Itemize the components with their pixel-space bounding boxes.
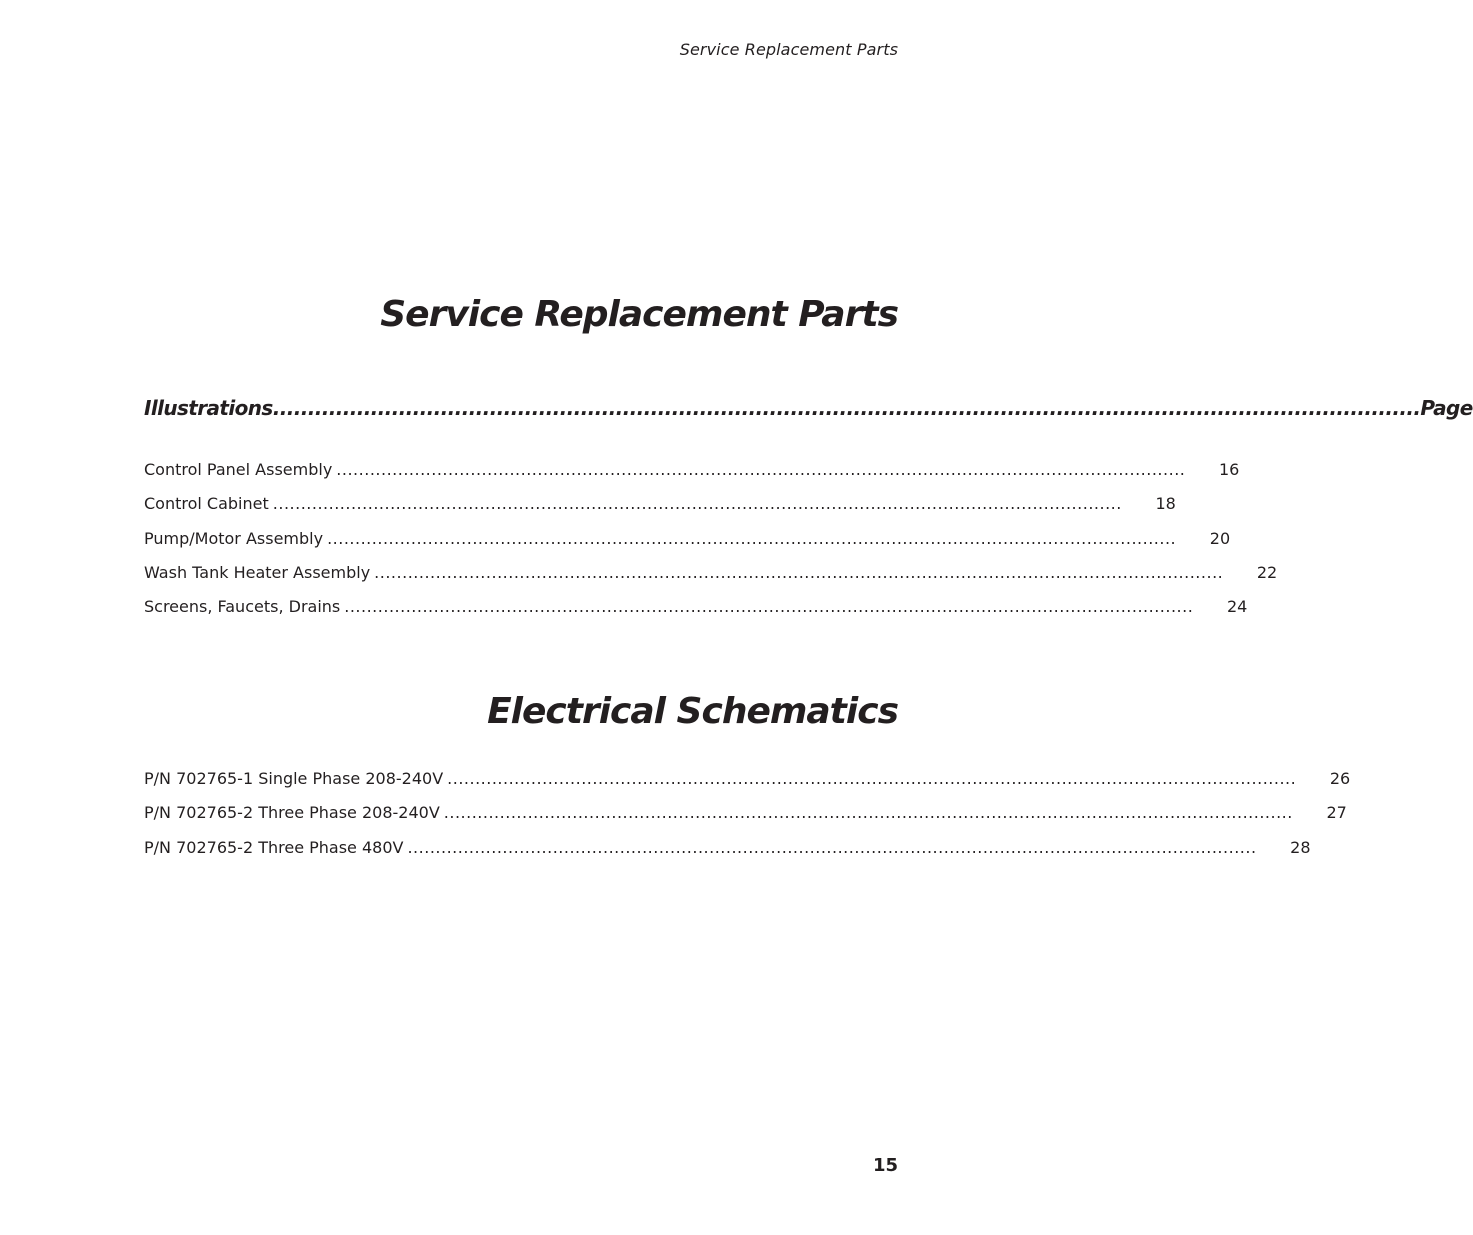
toc-entry-label: Wash Tank Heater Assembly <box>144 562 371 582</box>
toc-entry-label: P/N 702765-2 Three Phase 208-240V <box>144 803 440 823</box>
toc-list-illustrations <box>144 460 1278 631</box>
toc-entry[interactable] <box>144 803 1347 837</box>
toc-entry-label: Control Panel Assembly <box>144 460 333 479</box>
running-header: Service Replacement Parts <box>679 40 898 59</box>
toc-entry-label: Screens, Faucets, Drains <box>144 597 341 617</box>
column-label-page: Page <box>1420 396 1473 420</box>
toc-entry-page: 27 <box>1326 803 1347 823</box>
toc-entry-page: 28 <box>1290 837 1311 857</box>
section-title-service-parts: Service Replacement Parts <box>380 294 898 335</box>
toc-entry[interactable] <box>144 528 1231 563</box>
leader-dots: ........................................................................................................................................................ <box>374 562 1224 582</box>
toc-entry-page: 22 <box>1256 562 1278 582</box>
leader-dots: ........................................................................................................................................................ <box>327 528 1177 548</box>
toc-entry-page: 26 <box>1329 769 1351 788</box>
toc-column-header <box>144 396 1473 420</box>
leader-dots: ........................................................................................................................................................ <box>272 494 1122 514</box>
leader-dots: ........................................................................................................................................................ <box>407 837 1257 857</box>
leader-dots: ........................................................................................................................................................ <box>336 460 1186 479</box>
toc-entry-page: 16 <box>1219 460 1240 479</box>
toc-list-schematics <box>144 769 1351 872</box>
leader-dots: .................................................................................................................................................................... <box>272 396 1421 420</box>
toc-entry-label: Pump/Motor Assembly <box>144 528 324 548</box>
toc-entry-page: 20 <box>1209 528 1231 548</box>
toc-entry[interactable] <box>144 562 1278 597</box>
toc-entry[interactable] <box>144 837 1311 872</box>
toc-entry-page: 18 <box>1155 494 1176 514</box>
toc-entry-label: Control Cabinet <box>144 494 269 514</box>
toc-entry-label: P/N 702765-1 Single Phase 208-240V <box>144 769 444 788</box>
leader-dots: ........................................................................................................................................................ <box>447 769 1297 788</box>
toc-entry-page: 24 <box>1226 597 1248 617</box>
toc-entry[interactable] <box>144 597 1248 631</box>
section-title-electrical-schematics: Electrical Schematics <box>487 691 898 732</box>
page-number: 15 <box>872 1155 898 1176</box>
leader-dots: ........................................................................................................................................................ <box>443 803 1293 823</box>
toc-entry[interactable] <box>144 460 1240 494</box>
toc-entry[interactable] <box>144 769 1351 803</box>
toc-entry-label: P/N 702765-2 Three Phase 480V <box>144 837 404 857</box>
column-label-illustrations: Illustrations <box>144 396 273 420</box>
leader-dots: ........................................................................................................................................................ <box>344 597 1194 617</box>
toc-entry[interactable] <box>144 494 1176 528</box>
